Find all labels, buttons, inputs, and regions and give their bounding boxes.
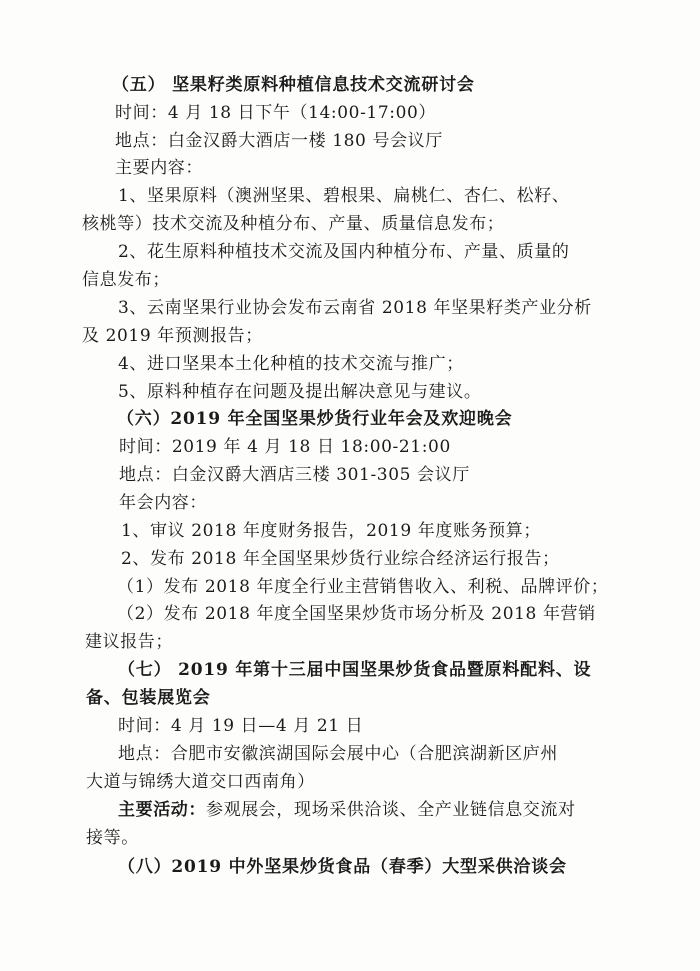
list-item: 4、进口坚果本土化种植的技术交流与推广；: [118, 354, 464, 374]
place-value: 白金汉爵大酒店一楼 180 号会议厅: [167, 131, 443, 151]
time-value: 4 月 19 日—4 月 21 日: [170, 716, 364, 736]
time-label: 时间：: [119, 437, 172, 457]
time-line-6: [119, 436, 451, 458]
place-value: 合肥市安徽滨湖国际会展中心（合肥滨湖新区庐州: [170, 744, 559, 764]
time-value: 4 月 18 日下午（14:00-17:00）: [167, 103, 436, 123]
list-item: 2、花生原料种植技术交流及国内种植分布、产量、质量的: [118, 242, 570, 262]
section-heading-5: （五） 坚果籽类原料种植信息技术交流研讨会: [112, 75, 475, 95]
time-line-7: [118, 715, 363, 737]
list-item: （2）发布 2018 年度全国坚果炒货市场分析及 2018 年营销: [117, 604, 596, 624]
list-item: 2、发布 2018 年全国坚果炒货行业综合经济运行报告；: [121, 549, 560, 569]
place-label: 地点：: [115, 131, 168, 151]
list-item: 1、坚果原料（澳洲坚果、碧根果、扁桃仁、杏仁、松籽、: [118, 186, 570, 206]
list-item-continued: 及 2019 年预测报告；: [82, 326, 263, 346]
place-label: 地点：: [118, 744, 171, 764]
time-line-5: [115, 102, 436, 124]
list-item: 5、原料种植存在问题及提出解决意见与建议。: [118, 382, 482, 402]
time-value: 2019 年 4 月 18 日 18:00-21:00: [171, 437, 451, 457]
time-label: 时间：: [118, 716, 171, 736]
activity-continued: 接等。: [86, 828, 139, 848]
list-item-continued: 建议报告；: [85, 632, 173, 652]
list-item-continued: 信息发布；: [82, 270, 170, 290]
place-continued: 大道与锦绣大道交口西南角）: [86, 772, 315, 792]
place-line-5: [115, 130, 443, 152]
content-label-5: 主要内容：: [115, 158, 203, 178]
list-item: 3、云南坚果行业协会发布云南省 2018 年坚果籽类产业分析: [118, 298, 592, 318]
section-heading-7: （七） 2019 年第十三届中国坚果炒货食品暨原料配料、设: [118, 660, 592, 680]
content-label-6: 年会内容：: [119, 493, 207, 513]
list-item-continued: 核桃等）技术交流及种植分布、产量、质量信息发布；: [82, 214, 505, 234]
activity-value: 参观展会，现场采供洽谈、全产业链信息交流对: [206, 800, 576, 820]
section-heading-7-continued: 备、包装展览会: [86, 688, 211, 708]
section-heading-8: （八）2019 中外坚果炒货食品（春季）大型采供洽谈会: [118, 857, 567, 877]
place-line-6: [119, 464, 470, 486]
list-item: 1、审议 2018 年度财务报告，2019 年度账务预算；: [121, 521, 541, 541]
section-heading-6: （六）2019 年全国坚果炒货行业年会及欢迎晚会: [117, 409, 513, 429]
activity-label: 主要活动：: [118, 800, 206, 820]
place-value: 白金汉爵大酒店三楼 301-305 会议厅: [171, 465, 470, 485]
time-label: 时间：: [115, 103, 168, 123]
place-label: 地点：: [119, 465, 172, 485]
activity-line-7: [118, 799, 576, 821]
list-item: （1）发布 2018 年度全行业主营销售收入、利税、品牌评价；: [117, 577, 609, 597]
place-line-7: [118, 743, 558, 765]
